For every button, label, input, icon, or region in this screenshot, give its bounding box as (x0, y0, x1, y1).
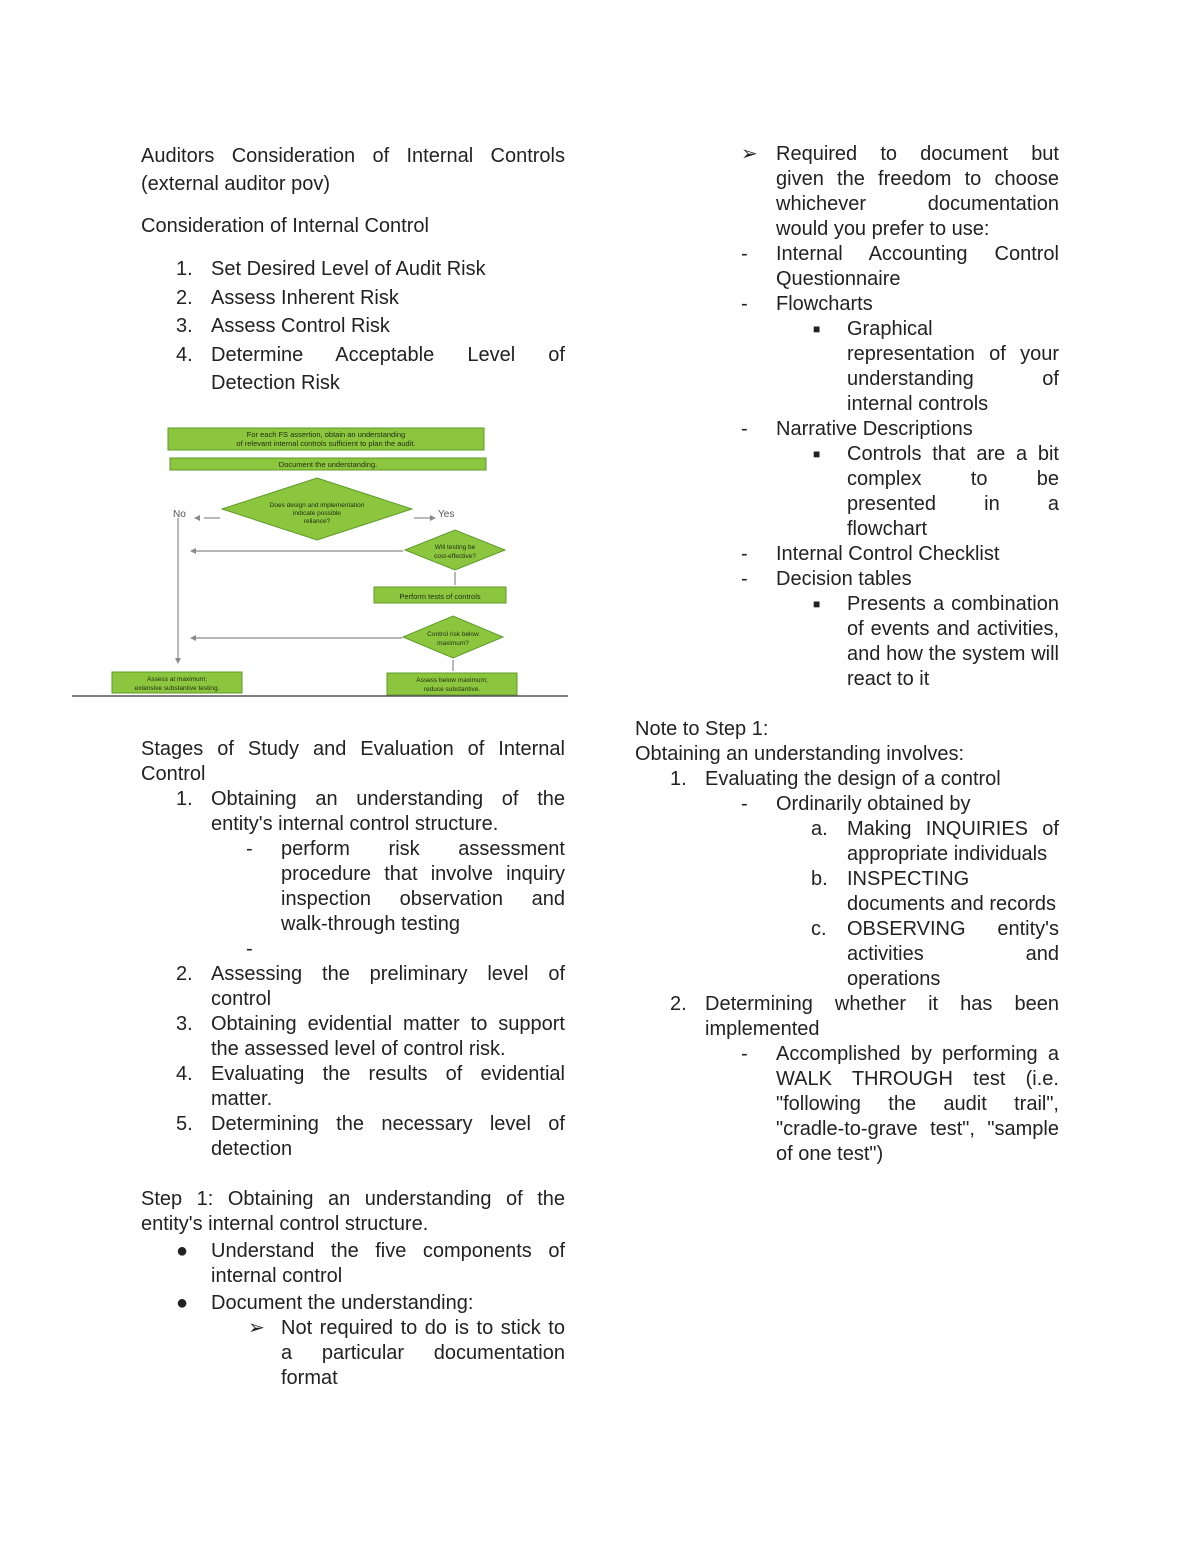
list-item: - Flowcharts (741, 293, 873, 315)
left-column (141, 142, 565, 1391)
list-item: - (246, 937, 253, 960)
list-item: 2. Assessing the preliminary level of control (176, 962, 565, 1010)
list-item: - Narrative Descriptions (741, 418, 973, 440)
list-item: 2. Determining whether it has been implemented (670, 993, 1059, 1040)
list-item: 1. Set Desired Level of Audit Risk (176, 258, 486, 280)
list-item: ■ Graphical representation of your understanding of internal controls (813, 318, 1059, 415)
flow-text: reduce substantive. (423, 686, 481, 693)
list-item: 1. Obtaining an understanding of the entity's internal control structure. (176, 787, 565, 835)
flow-text: Document the understanding. (278, 460, 378, 469)
flow-text: indicate possible (292, 510, 342, 517)
list-item: b. INSPECTING documents and records (811, 868, 1057, 915)
list-item: - Accomplished by performing a WALK THROUGH test (i.e. "following the audit trail", "cradle-to-grave test", "sample of one test") (741, 1043, 1059, 1165)
stages-heading: Stages of Study and Evaluation of Internal Control (141, 737, 565, 785)
flow-text: Will testing be (434, 544, 476, 551)
internal-control-flowchart (72, 420, 568, 700)
right-column (635, 142, 1059, 1167)
flow-text: maximum? (437, 640, 469, 647)
list-item: - Decision tables (741, 568, 912, 590)
list-item: a. Making INQUIRIES of appropriate individuals (811, 818, 1059, 865)
arrow-bullet-icon: ➢ (741, 143, 758, 165)
flow-text: Assess at maximum; (147, 676, 207, 683)
list-item: 4. Evaluating the results of evidential matter. (176, 1062, 565, 1110)
bullet-icon: ● (176, 1291, 189, 1314)
list-item: 3. Assess Control Risk (176, 315, 390, 337)
list-item: - Internal Control Checklist (741, 543, 1000, 565)
flow-text: Control risk below (427, 631, 479, 638)
square-bullet-icon: ■ (813, 322, 821, 336)
list-item: - Internal Accounting Control Questionnaire (741, 243, 1059, 290)
flow-text: Perform tests of controls (399, 592, 481, 601)
step1-heading: Step 1: Obtaining an understanding of the entity's internal control structure. (141, 1187, 565, 1235)
list-item: - perform risk assessment procedure that involve inquiry inspection observation and walk-through testing (246, 837, 565, 935)
square-bullet-icon: ■ (813, 447, 821, 461)
list-item: 4. Determine Acceptable Level of Detection Risk (176, 343, 565, 394)
list-item: 2. Assess Inherent Risk (176, 286, 399, 309)
note-heading: Note to Step 1: (635, 718, 769, 740)
flow-text: Assess below maximum; (416, 677, 488, 684)
list-item: ■ Controls that are a bit complex to be presented in a flowchart (813, 443, 1059, 540)
flow-text: Does design and implementation (269, 502, 365, 509)
note-intro: Obtaining an understanding involves: (635, 743, 965, 765)
consideration-heading: Consideration of Internal Control (141, 215, 429, 237)
list-item: - Ordinarily obtained by (741, 793, 971, 815)
list-item: ■ Presents a combination of events and activities, and how the system will react to it (813, 593, 1059, 690)
doc-title: Auditors Consideration of Internal Controls (external auditor pov) (141, 145, 565, 195)
flow-text: cost-effective? (434, 553, 476, 560)
flow-text: For each FS assertion, obtain an understanding (246, 430, 406, 439)
list-item: c. OBSERVING entity's activities and operations (811, 918, 1059, 990)
flow-text: of relevant internal controls sufficient to plan the audit. (236, 439, 416, 448)
bullet-icon: ● (176, 1239, 189, 1262)
list-item: 3. Obtaining evidential matter to support the assessed level of control risk. (176, 1012, 565, 1060)
list-item: ➢ Required to document but given the freedom to choose whichever documentation would you prefer to use: (741, 143, 1059, 240)
flow-text: reliance? (303, 518, 331, 525)
flow-label-no: No (173, 509, 186, 520)
square-bullet-icon: ■ (813, 597, 821, 611)
list-item: ➢ Not required to do is to stick to a particular documentation format (248, 1316, 565, 1389)
list-item: ● Understand the five components of internal control (176, 1239, 565, 1287)
list-item: 1. Evaluating the design of a control (670, 768, 1001, 790)
list-item: ● Document the understanding: (176, 1291, 474, 1314)
consideration-list (141, 255, 565, 398)
step1-list (141, 1239, 565, 1391)
flow-label-yes: Yes (438, 509, 455, 520)
stages-list (141, 787, 565, 1162)
arrow-bullet-icon: ➢ (248, 1316, 265, 1339)
flow-diamond-reliance (222, 478, 412, 540)
flow-text: extensive substantive testing. (134, 685, 220, 692)
list-item: 5. Determining the necessary level of detection (176, 1112, 565, 1160)
